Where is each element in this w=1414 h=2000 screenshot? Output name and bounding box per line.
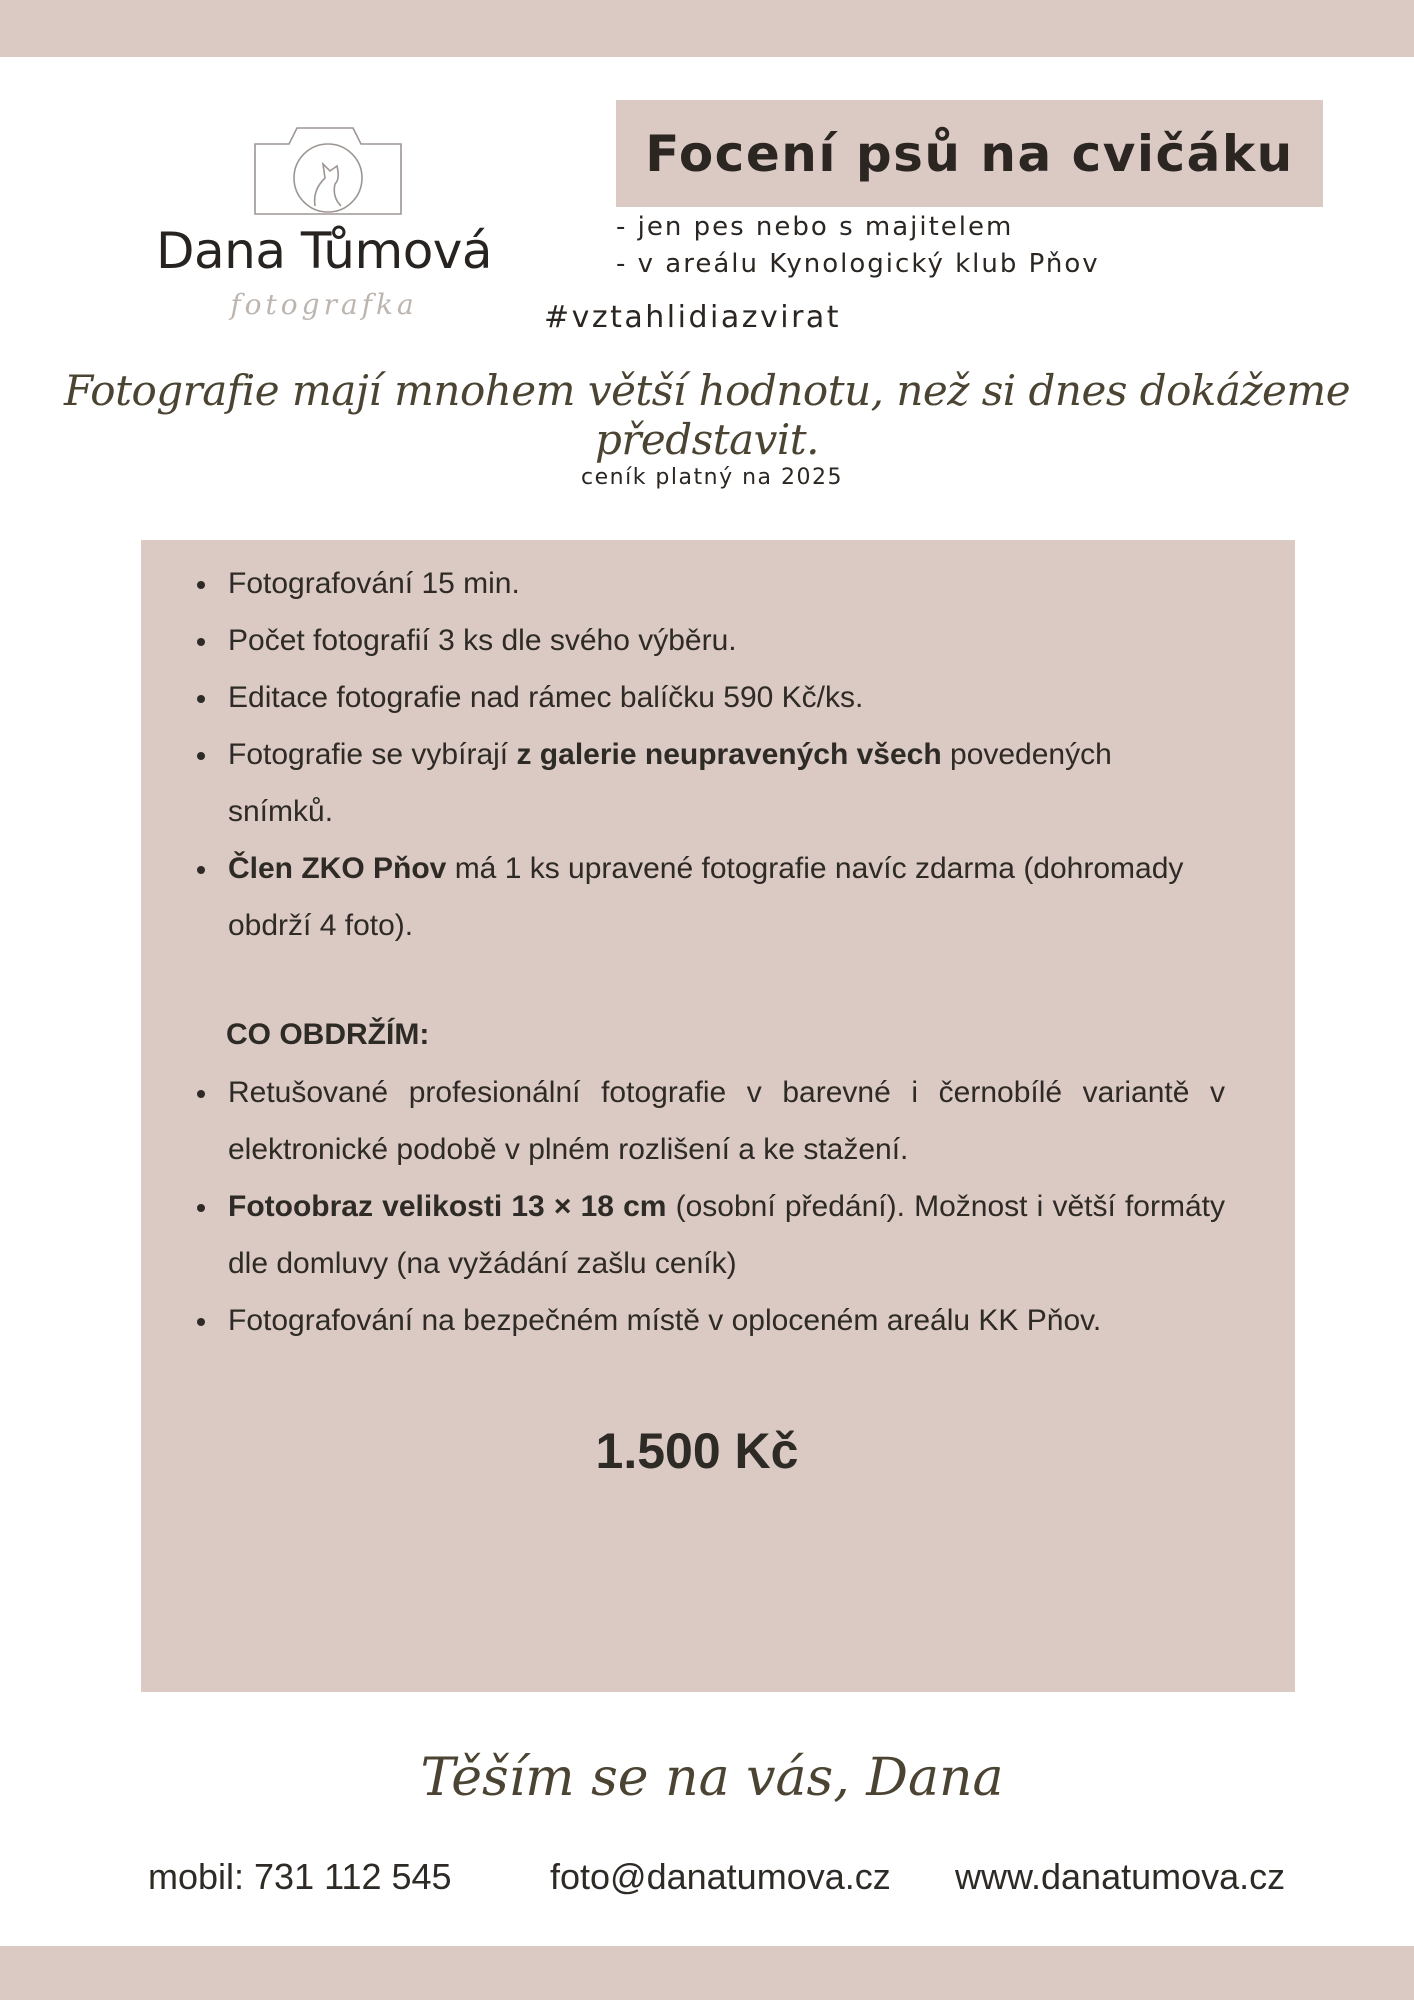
camera-logo-icon <box>253 122 403 218</box>
quote: Fotografie mají mnohem větší hodnotu, než si dnes dokážeme představit. <box>63 366 1351 464</box>
brand-name: Dana Tůmová <box>155 222 493 280</box>
list-item: Editace fotografie nad rámec balíčku 590 Kč/ks. <box>141 669 1295 726</box>
list-item: Fotoobraz velikosti 13 × 18 cm (osobní předání). Možnost i větší formáty dle domluvy (na vyžádání zašlu ceník) <box>141 1178 1295 1292</box>
subtitle-line-1: - jen pes nebo s majitelem <box>616 212 1014 242</box>
price: 1.500 Kč <box>595 1423 799 1479</box>
closing-signature: Těším se na vás, Dana <box>420 1748 1004 1808</box>
list-item: Fotografování 15 min. <box>141 555 1295 612</box>
list-item: Fotografování na bezpečném místě v oploceném areálu KK Pňov. <box>141 1292 1295 1349</box>
contact-web: www.danatumova.cz <box>955 1856 1286 1897</box>
title-box <box>616 100 1323 207</box>
brand-subtitle: fotografka <box>230 288 418 321</box>
contact-phone: mobil: 731 112 545 <box>148 1856 452 1897</box>
subtitle-line-2: - v areálu Kynologický klub Pňov <box>616 249 1100 279</box>
list-item: Fotografie se vybírají z galerie neupravených všech povedených snímků. <box>141 726 1295 840</box>
bottom-band <box>0 1946 1414 2000</box>
receive-list <box>141 1064 1295 1349</box>
receive-heading: CO OBDRŽÍM: <box>226 1018 430 1051</box>
contact-email: foto@danatumova.cz <box>550 1856 891 1897</box>
package-list <box>141 555 1295 954</box>
validity-note: ceník platný na 2025 <box>581 465 843 490</box>
hashtag: #vztahlidiazvirat <box>544 300 842 335</box>
top-band <box>0 0 1414 57</box>
page-title: Focení psů na cvičáku <box>645 124 1294 183</box>
list-item: Člen ZKO Pňov má 1 ks upravené fotografie navíc zdarma (dohromady obdrží 4 foto). <box>141 840 1295 954</box>
list-item: Retušované profesionální fotografie v barevné i černobílé variantě v elektronické podobě v plném rozlišení a ke stažení. <box>141 1064 1295 1178</box>
package-panel <box>141 540 1295 1692</box>
logo <box>138 118 510 328</box>
list-item: Počet fotografií 3 ks dle svého výběru. <box>141 612 1295 669</box>
